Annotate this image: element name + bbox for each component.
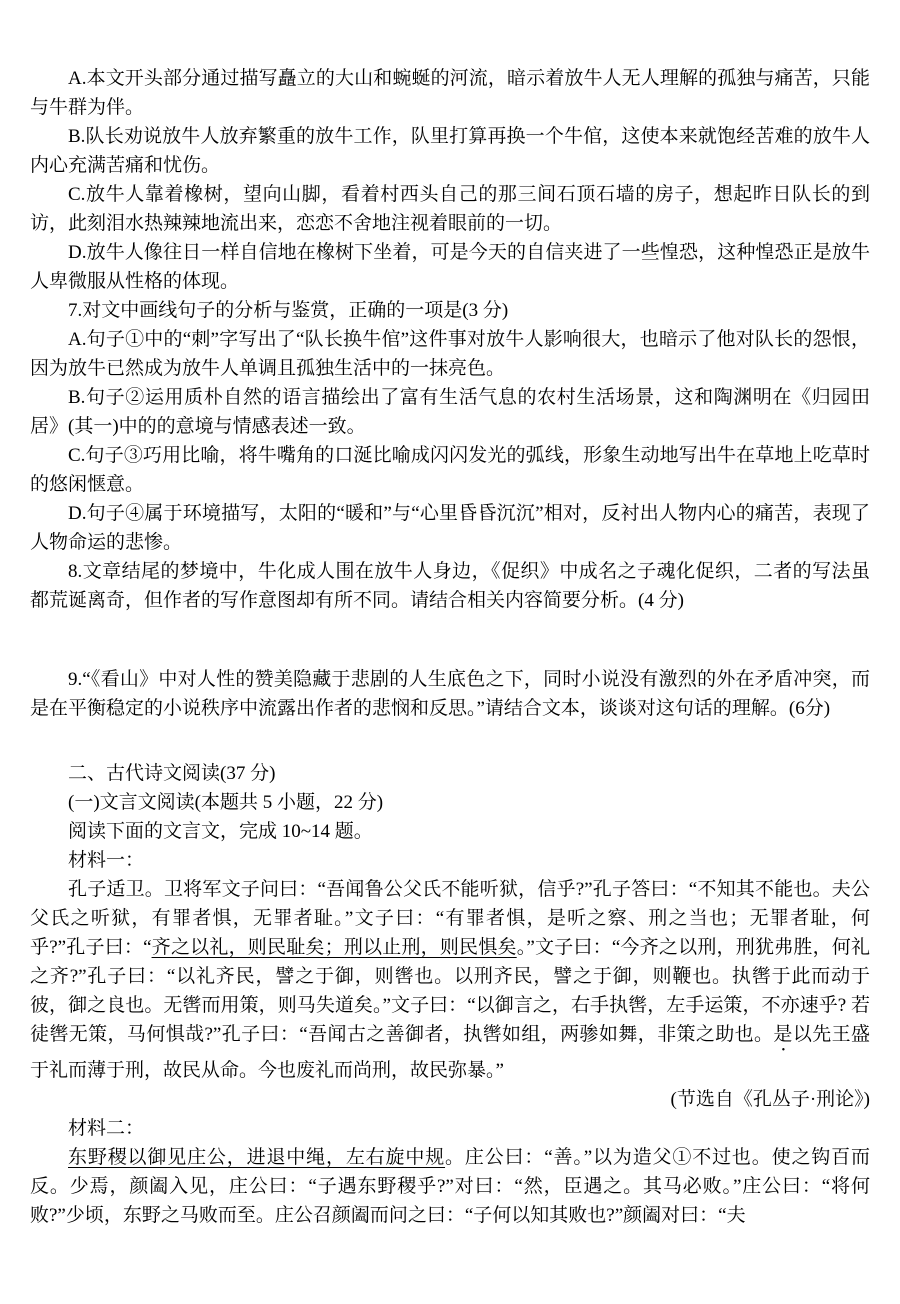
underlined-text: 东野稷以御见庄公，进退中绳，左右旋中规 <box>68 1147 446 1168</box>
text-segment: 材料二： <box>68 1118 145 1139</box>
material-2-text <box>30 1143 870 1230</box>
text-segment: A.本文开头部分通过描写矗立的大山和蜿蜒的河流，暗示着放牛人无人理解的孤独与痛苦，只能与牛群为伴。 <box>30 68 870 118</box>
question-6-option-a <box>30 64 870 122</box>
text-segment: 9.“《看山》中对人性的赞美隐藏于悲剧的人生底色之下，同时小说没有激烈的外在矛盾冲突，而是在平衡稳定的小说秩序中流露出作者的悲悯和反思。”请结合文本，谈谈对这句话的理解。(6分) <box>30 669 870 719</box>
text-segment: 。”文子曰：“今齐之以刑，刑犹弗胜，何礼之齐?”孔子曰：“以礼齐民，譬之于御，则辔也。以刑齐民，譬之于御，则鞭也。执辔于此而动于彼，御之良也。无辔而用策，则马失道矣。”文子曰：“以御言之，右手执辔，左手运策，不亦速乎? 若徒辔无策，马何惧哉?”孔子曰：“吾闻古之善御者，执辔如组，两骖如舞，非策之助也。 <box>30 937 870 1045</box>
text-segment: 阅读下面的文言文，完成 10~14 题。 <box>68 821 373 842</box>
question-6-option-c <box>30 180 870 238</box>
text-segment: C.句子③巧用比喻，将牛嘴角的口涎比喻成闪闪发光的弧线，形象生动地写出牛在草地上吃草时的悠闲惬意。 <box>30 445 870 495</box>
text-segment: (节选自《孔丛子·刑论》) <box>670 1089 870 1110</box>
question-7-option-b <box>30 383 870 441</box>
material-1-source <box>30 1085 870 1114</box>
text-segment: (一)文言文阅读(本题共 5 小题，22 分) <box>68 792 384 813</box>
question-7-option-a <box>30 325 870 383</box>
text-segment: 以先王盛于礼而薄于刑，故民从命。今也废礼而尚刑，故民弥暴。” <box>30 1024 870 1081</box>
text-segment: A.句子①中的“刺”字写出了“队长换牛倌”这件事对放牛人影响很大，也暗示了他对队长的怨恨，因为放牛已然成为放牛人单调且孤独生活中的一抹亮色。 <box>30 329 870 379</box>
question-6-option-d <box>30 238 870 296</box>
text-segment: 孔子适卫。卫将军文子问曰：“吾闻鲁公父氏不能听狱，信乎?”孔子答曰：“不知其不能也。夫公父氏之听狱，有罪者惧，无罪者耻。”文子曰：“有罪者惧，是听之察、刑之当也；无罪者耻，何乎?”孔子曰：“ <box>30 879 870 958</box>
text-segment: 。庄公曰：“善。”以为造父①不过也。使之钩百而反。少焉，颜阖入见，庄公曰：“子遇东野稷乎?”对曰：“然，臣遇之。其马必败。”庄公曰：“将何败?”少顷，东野之马败而至。庄公召颜阖而问之曰：“子何以知其败也?”颜阖对曰：“夫 <box>30 1147 870 1226</box>
question-7-option-c <box>30 441 870 499</box>
text-segment: C.放牛人靠着橡树，望向山脚，看着村西头自己的那三间石顶石墙的房子，想起昨日队长的到访，此刻泪水热辣辣地流出来，恋恋不舍地注视着眼前的一切。 <box>30 184 870 234</box>
question-9-stem <box>30 665 870 723</box>
underlined-text: 齐之以礼，则民耻矣；刑以止刑，则民惧矣 <box>151 937 517 958</box>
answer-space-question-8 <box>30 615 870 665</box>
question-8-stem <box>30 557 870 615</box>
text-segment: 7.对文中画线句子的分析与鉴赏，正确的一项是(3 分) <box>68 300 509 321</box>
question-7-stem <box>30 296 870 325</box>
document-body <box>30 64 870 1230</box>
text-segment: 二、古代诗文阅读(37 分) <box>68 763 276 784</box>
text-segment: 材料一： <box>68 850 145 871</box>
subsection-1-heading <box>30 788 870 817</box>
section-2-heading <box>30 759 870 788</box>
emphasis-dotted-text: 是 <box>773 1024 793 1045</box>
material-1-label <box>30 846 870 875</box>
text-segment: B.句子②运用质朴自然的语言描绘出了富有生活气息的农村生活场景，这和陶渊明在《归园田居》(其一)中的的意境与情感表述一致。 <box>30 387 870 437</box>
material-1-text <box>30 875 870 1085</box>
text-segment: B.队长劝说放牛人放弃繁重的放牛工作，队里打算再换一个牛倌，这使本来就饱经苦难的放牛人内心充满苦痛和忧伤。 <box>30 126 870 176</box>
text-segment: 8.文章结尾的梦境中，牛化成人围在放牛人身边，《促织》中成名之子魂化促织，二者的写法虽都荒诞离奇，但作者的写作意图却有所不同。请结合相关内容简要分析。(4 分) <box>30 561 870 611</box>
question-6-option-b <box>30 122 870 180</box>
question-7-option-d <box>30 499 870 557</box>
answer-space-question-9 <box>30 723 870 759</box>
reading-instruction <box>30 817 870 846</box>
text-segment: D.放牛人像往日一样自信地在橡树下坐着，可是今天的自信夹进了一些惶恐，这种惶恐正是放牛人卑微服从性格的体现。 <box>30 242 870 292</box>
material-2-label <box>30 1114 870 1143</box>
text-segment: D.句子④属于环境描写，太阳的“暖和”与“心里昏昏沉沉”相对，反衬出人物内心的痛苦，表现了人物命运的悲惨。 <box>30 503 870 553</box>
